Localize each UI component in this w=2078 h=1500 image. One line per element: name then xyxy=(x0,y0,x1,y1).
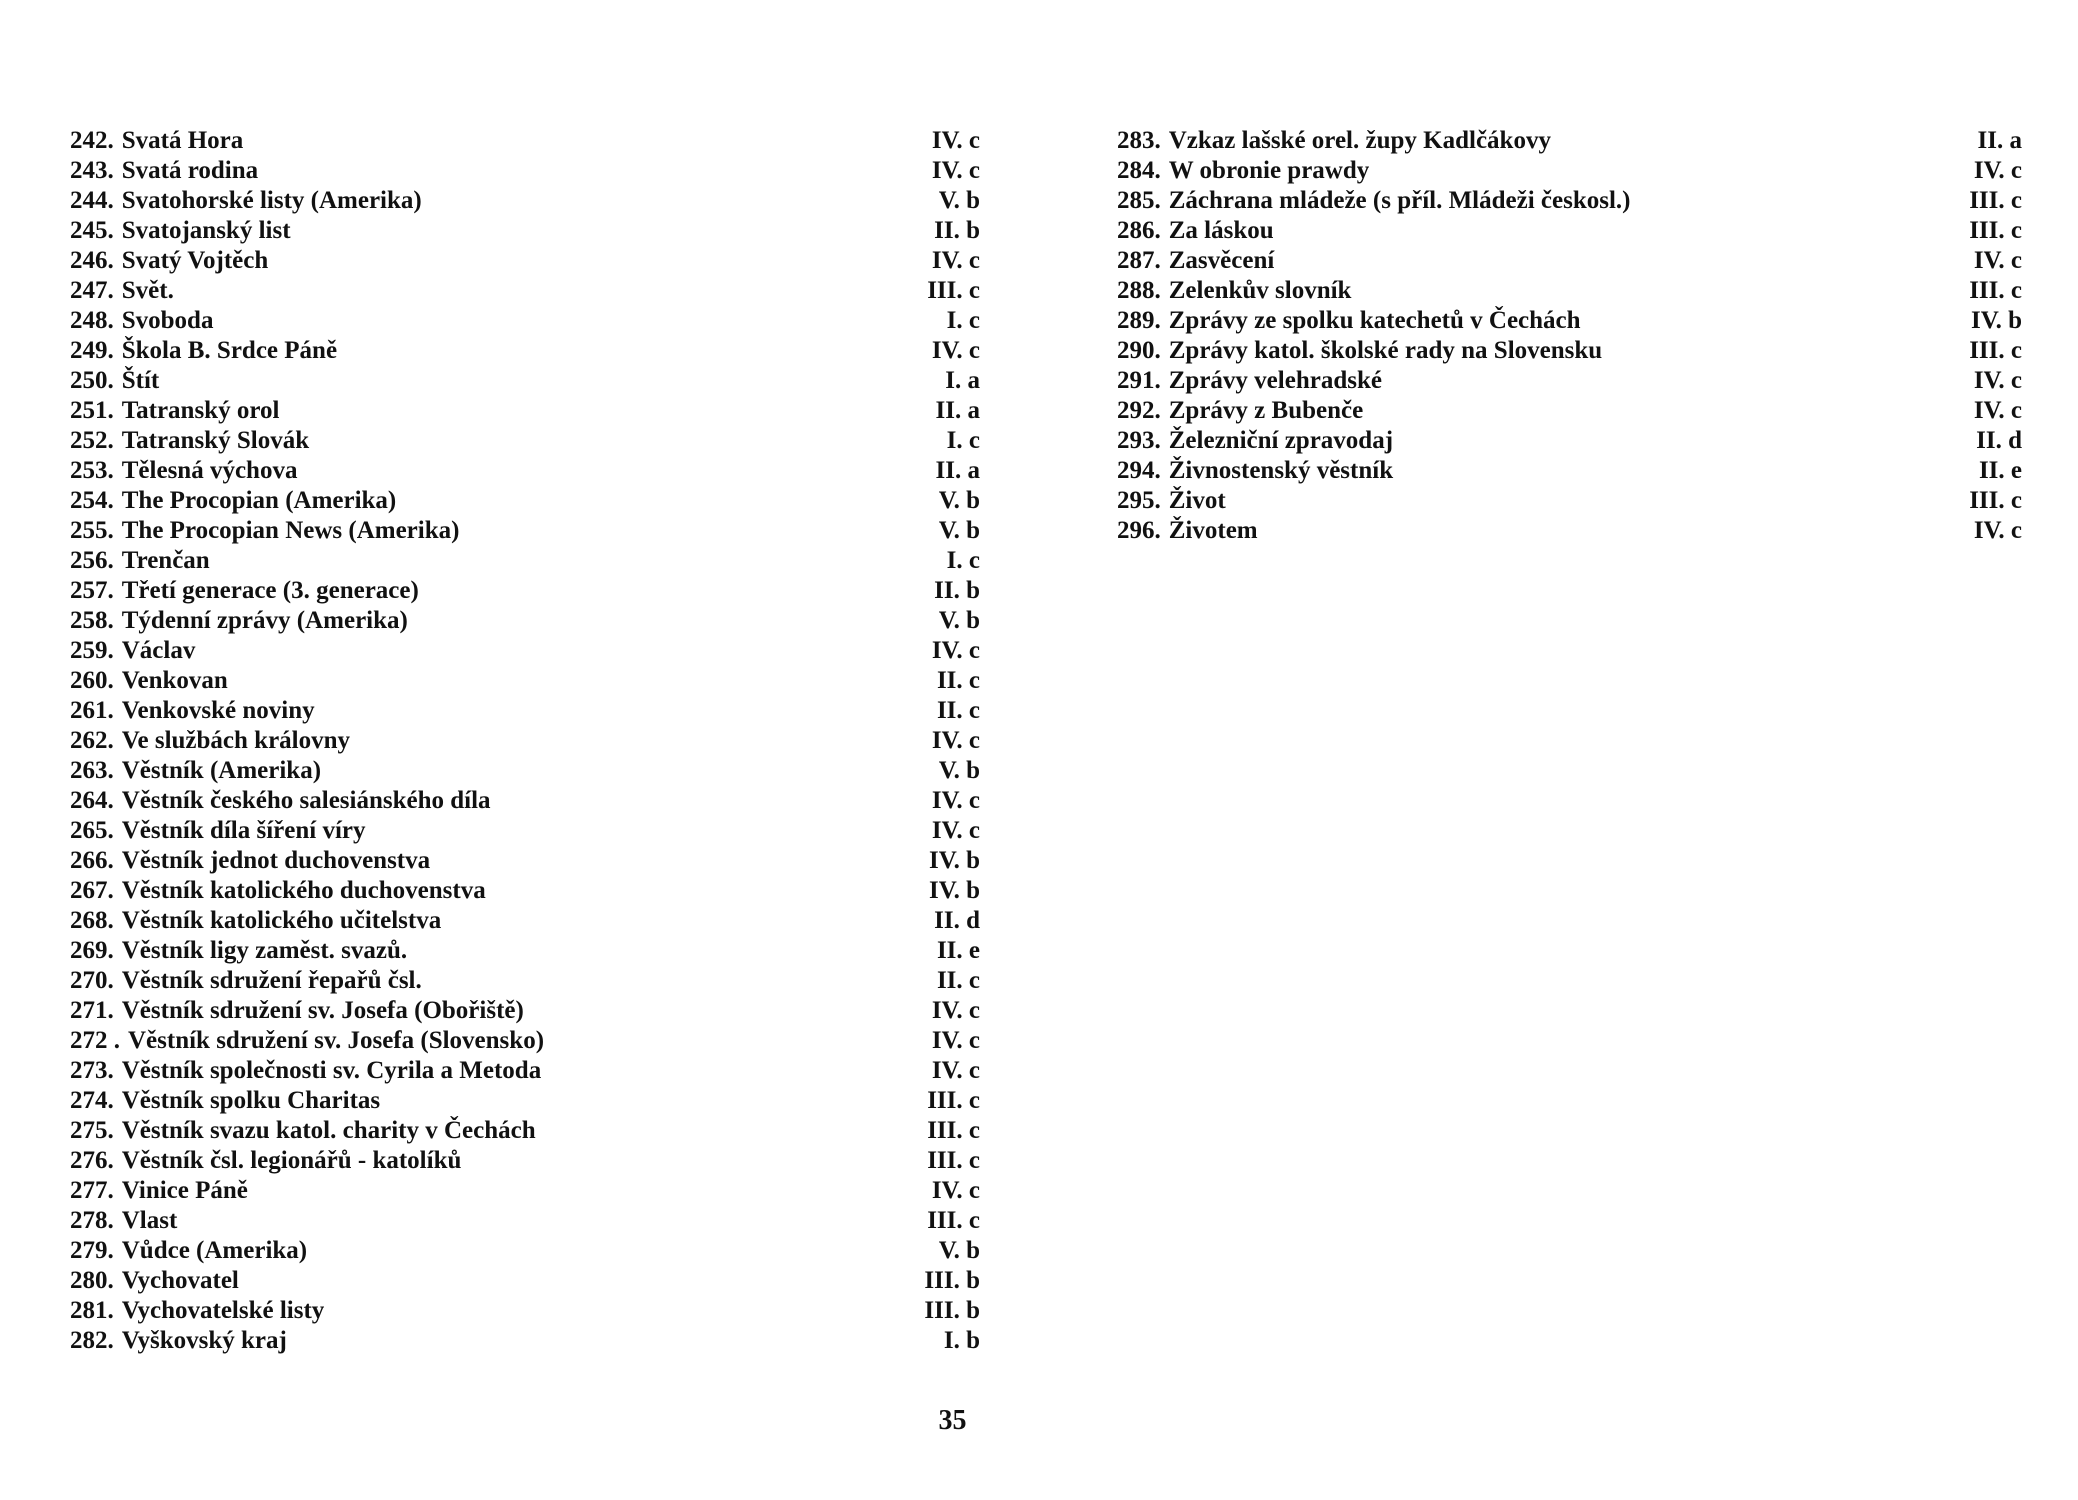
entry-title: Tatranský orol xyxy=(121,397,280,424)
entry-number: 246. xyxy=(70,247,114,274)
entry-title: Věstník katolického duchovenstva xyxy=(121,877,486,904)
list-item xyxy=(70,726,980,756)
list-item xyxy=(70,1236,980,1266)
entry-number: 295. xyxy=(1117,487,1161,514)
entry-number: 284. xyxy=(1117,157,1161,184)
entry-category: II. b xyxy=(934,217,980,244)
entry-category: II. a xyxy=(935,457,980,484)
list-item xyxy=(1117,396,2022,426)
entry-title: Věstník českého salesiánského díla xyxy=(121,787,491,814)
entry-number: 293. xyxy=(1117,427,1161,454)
entry-category: V. b xyxy=(938,607,980,634)
list-item xyxy=(70,306,980,336)
entry-category: III. c xyxy=(927,1087,980,1114)
list-item xyxy=(70,1086,980,1116)
entry-number: 262. xyxy=(70,727,114,754)
list-item xyxy=(1117,516,2022,546)
entry-category: III. c xyxy=(927,1147,980,1174)
list-item xyxy=(70,1206,980,1236)
list-item xyxy=(1117,276,2022,306)
entry-title: Trenčan xyxy=(121,547,210,574)
entry-title: Zprávy z Bubenče xyxy=(1168,397,1364,424)
list-item xyxy=(1117,456,2022,486)
list-item xyxy=(70,606,980,636)
list-item xyxy=(70,636,980,666)
list-item xyxy=(70,246,980,276)
list-item xyxy=(70,336,980,366)
list-item xyxy=(70,1296,980,1326)
list-item xyxy=(70,396,980,426)
list-item xyxy=(1117,246,2022,276)
list-item xyxy=(70,936,980,966)
entry-category: IV. c xyxy=(1973,367,2022,394)
entry-title: Václav xyxy=(121,637,196,664)
entry-title: Věstník společnosti sv. Cyrila a Metoda xyxy=(121,1057,542,1084)
entry-title: Věstník čsl. legionářů - katolíků xyxy=(121,1147,462,1174)
entry-number: 247. xyxy=(70,277,114,304)
list-item xyxy=(70,516,980,546)
entry-title: Svatohorské listy (Amerika) xyxy=(121,187,422,214)
entry-title: Vychovatelské listy xyxy=(121,1297,325,1324)
entry-title: Vychovatel xyxy=(121,1267,239,1294)
list-item xyxy=(70,996,980,1026)
entry-title: Věstník svazu katol. charity v Čechách xyxy=(121,1117,536,1144)
entry-number: 258. xyxy=(70,607,114,634)
entry-number: 263. xyxy=(70,757,114,784)
entry-category: II. d xyxy=(1976,427,2022,454)
entry-category: V. b xyxy=(938,487,980,514)
list-item xyxy=(70,576,980,606)
entry-title: Věstník sdružení sv. Josefa (Obořiště) xyxy=(121,997,524,1024)
list-item xyxy=(70,1146,980,1176)
entry-title: Zasvěcení xyxy=(1168,247,1275,274)
entry-number: 296. xyxy=(1117,517,1161,544)
entry-title: Železniční zpravodaj xyxy=(1168,427,1394,454)
entry-category: I. c xyxy=(946,307,980,334)
entry-title: Za láskou xyxy=(1168,217,1274,244)
entry-category: IV. c xyxy=(1973,397,2022,424)
entry-title: Svatojanský list xyxy=(121,217,291,244)
entry-category: III. c xyxy=(927,277,980,304)
entry-title: Tělesná výchova xyxy=(121,457,298,484)
list-item xyxy=(1117,186,2022,216)
entry-category: III. c xyxy=(927,1117,980,1144)
entry-category: III. c xyxy=(1969,187,2022,214)
entry-title: Vůdce (Amerika) xyxy=(121,1237,308,1264)
entry-category: I. b xyxy=(943,1327,980,1354)
list-item xyxy=(70,1266,980,1296)
entry-number: 249. xyxy=(70,337,114,364)
entry-title: Týdenní zprávy (Amerika) xyxy=(121,607,408,634)
list-item xyxy=(70,876,980,906)
right-column xyxy=(1117,126,2022,546)
list-item xyxy=(70,486,980,516)
list-item xyxy=(70,186,980,216)
entry-title: Svět. xyxy=(121,277,174,304)
entry-title: Vyškovský kraj xyxy=(121,1327,287,1354)
entry-title: Živnostenský věstník xyxy=(1168,457,1394,484)
entry-title: Vzkaz lašské orel. župy Kadlčákovy xyxy=(1168,127,1551,154)
entry-category: IV. c xyxy=(931,817,980,844)
entry-title: Zelenkův slovník xyxy=(1168,277,1352,304)
entry-title: Svoboda xyxy=(121,307,214,334)
entry-number: 271. xyxy=(70,997,114,1024)
entry-category: III. c xyxy=(1969,277,2022,304)
entry-title: The Procopian (Amerika) xyxy=(121,487,397,514)
list-item xyxy=(70,156,980,186)
entry-title: Zprávy velehradské xyxy=(1168,367,1382,394)
list-item xyxy=(1117,156,2022,186)
entry-number: 251. xyxy=(70,397,114,424)
entry-category: II. c xyxy=(936,967,980,994)
entry-number: 288. xyxy=(1117,277,1161,304)
entry-number: 277. xyxy=(70,1177,114,1204)
list-item xyxy=(70,1026,980,1056)
entry-category: I. c xyxy=(946,547,980,574)
list-item xyxy=(70,216,980,246)
entry-category: II. a xyxy=(1977,127,2022,154)
entry-number: 286. xyxy=(1117,217,1161,244)
entry-category: III. c xyxy=(1969,337,2022,364)
entry-category: IV. b xyxy=(929,847,980,874)
entry-category: V. b xyxy=(938,1237,980,1264)
entry-number: 279. xyxy=(70,1237,114,1264)
list-item xyxy=(1117,216,2022,246)
entry-category: III. b xyxy=(924,1297,980,1324)
entry-category: IV. c xyxy=(1973,247,2022,274)
entry-category: IV. c xyxy=(931,1027,980,1054)
entry-title: Ve službách královny xyxy=(121,727,351,754)
entry-category: II. e xyxy=(936,937,980,964)
list-item xyxy=(70,756,980,786)
list-item xyxy=(70,966,980,996)
entry-number: 273. xyxy=(70,1057,114,1084)
entry-category: IV. c xyxy=(931,127,980,154)
entry-number: 276. xyxy=(70,1147,114,1174)
entry-category: II. b xyxy=(934,577,980,604)
left-column xyxy=(70,126,980,1356)
list-item xyxy=(70,426,980,456)
entry-number: 265. xyxy=(70,817,114,844)
list-item xyxy=(70,846,980,876)
entry-category: IV. c xyxy=(1973,517,2022,544)
entry-number: 292. xyxy=(1117,397,1161,424)
entry-category: II. a xyxy=(935,397,980,424)
entry-number: 275. xyxy=(70,1117,114,1144)
entry-number: 270. xyxy=(70,967,114,994)
entry-number: 248. xyxy=(70,307,114,334)
list-item xyxy=(70,696,980,726)
entry-number: 269. xyxy=(70,937,114,964)
entry-category: V. b xyxy=(938,517,980,544)
entry-number: 268. xyxy=(70,907,114,934)
entry-title: Štít xyxy=(121,367,160,394)
entry-number: 243. xyxy=(70,157,114,184)
entry-number: 252. xyxy=(70,427,114,454)
entry-title: Věstník díla šíření víry xyxy=(121,817,366,844)
entry-category: I. c xyxy=(946,427,980,454)
entry-category: IV. c xyxy=(931,997,980,1024)
entry-category: III. c xyxy=(1969,217,2022,244)
list-item xyxy=(70,1056,980,1086)
entry-category: I. a xyxy=(945,367,980,394)
entry-number: 278. xyxy=(70,1207,114,1234)
list-item xyxy=(70,456,980,486)
entry-category: IV. c xyxy=(931,727,980,754)
entry-number: 294. xyxy=(1117,457,1161,484)
entry-number: 255. xyxy=(70,517,114,544)
entry-number: 256. xyxy=(70,547,114,574)
list-item xyxy=(70,1176,980,1206)
entry-title: Venkovan xyxy=(121,667,228,694)
entry-category: IV. c xyxy=(931,1057,980,1084)
entry-number: 272 . xyxy=(70,1027,120,1054)
list-item xyxy=(1117,426,2022,456)
list-item xyxy=(1117,336,2022,366)
list-item xyxy=(70,276,980,306)
entry-title: Škola B. Srdce Páně xyxy=(121,337,338,364)
entry-title: Tatranský Slovák xyxy=(121,427,310,454)
entry-number: 282. xyxy=(70,1327,114,1354)
list-item xyxy=(70,906,980,936)
entry-category: II. c xyxy=(936,697,980,724)
list-item xyxy=(1117,366,2022,396)
entry-title: Záchrana mládeže (s příl. Mládeži českosl.) xyxy=(1168,187,1631,214)
list-item xyxy=(1117,126,2022,156)
entry-title: Vlast xyxy=(121,1207,178,1234)
entry-number: 266. xyxy=(70,847,114,874)
entry-category: III. b xyxy=(924,1267,980,1294)
entry-category: V. b xyxy=(938,757,980,784)
entry-number: 287. xyxy=(1117,247,1161,274)
list-item xyxy=(70,546,980,576)
entry-category: II. c xyxy=(936,667,980,694)
entry-title: Věstník spolku Charitas xyxy=(121,1087,381,1114)
entry-category: V. b xyxy=(938,187,980,214)
entry-category: IV. c xyxy=(931,337,980,364)
entry-number: 274. xyxy=(70,1087,114,1114)
entry-category: II. d xyxy=(934,907,980,934)
entry-title: Věstník sdružení řepařů čsl. xyxy=(121,967,422,994)
entry-category: III. c xyxy=(927,1207,980,1234)
list-item xyxy=(1117,486,2022,516)
entry-number: 245. xyxy=(70,217,114,244)
entry-title: Svatá Hora xyxy=(121,127,244,154)
entry-category: IV. b xyxy=(929,877,980,904)
entry-category: II. e xyxy=(1978,457,2022,484)
list-item xyxy=(70,366,980,396)
entry-number: 285. xyxy=(1117,187,1161,214)
entry-number: 244. xyxy=(70,187,114,214)
list-item xyxy=(70,1116,980,1146)
entry-number: 253. xyxy=(70,457,114,484)
entry-number: 242. xyxy=(70,127,114,154)
list-item xyxy=(70,816,980,846)
entry-category: IV. c xyxy=(1973,157,2022,184)
entry-number: 264. xyxy=(70,787,114,814)
list-item xyxy=(70,666,980,696)
entry-title: Věstník jednot duchovenstva xyxy=(121,847,431,874)
entry-title: Zprávy ze spolku katechetů v Čechách xyxy=(1168,307,1581,334)
entry-category: IV. c xyxy=(931,157,980,184)
entry-category: IV. c xyxy=(931,637,980,664)
entry-number: 250. xyxy=(70,367,114,394)
entry-number: 261. xyxy=(70,697,114,724)
entry-title: Život xyxy=(1168,487,1226,514)
entry-category: IV. c xyxy=(931,787,980,814)
entry-title: Vinice Páně xyxy=(121,1177,248,1204)
list-item xyxy=(1117,306,2022,336)
entry-number: 257. xyxy=(70,577,114,604)
entry-title: Svatý Vojtěch xyxy=(121,247,269,274)
entry-number: 283. xyxy=(1117,127,1161,154)
entry-title: W obronie prawdy xyxy=(1168,157,1370,184)
entry-title: The Procopian News (Amerika) xyxy=(121,517,460,544)
entry-title: Věstník ligy zaměst. svazů. xyxy=(121,937,408,964)
entry-category: IV. b xyxy=(1971,307,2022,334)
page-number: 35 xyxy=(938,1405,967,1436)
entry-number: 290. xyxy=(1117,337,1161,364)
list-item xyxy=(70,126,980,156)
entry-title: Zprávy katol. školské rady na Slovensku xyxy=(1168,337,1603,364)
entry-number: 259. xyxy=(70,637,114,664)
list-item xyxy=(70,1326,980,1356)
entry-number: 260. xyxy=(70,667,114,694)
entry-title: Věstník sdružení sv. Josefa (Slovensko) xyxy=(128,1027,545,1054)
entry-title: Životem xyxy=(1168,517,1258,544)
entry-title: Venkovské noviny xyxy=(121,697,315,724)
entry-number: 289. xyxy=(1117,307,1161,334)
list-item xyxy=(70,786,980,816)
entry-number: 254. xyxy=(70,487,114,514)
entry-number: 280. xyxy=(70,1267,114,1294)
entry-category: IV. c xyxy=(931,247,980,274)
entry-title: Věstník (Amerika) xyxy=(121,757,322,784)
entry-title: Svatá rodina xyxy=(121,157,259,184)
entry-title: Věstník katolického učitelstva xyxy=(121,907,442,934)
entry-number: 281. xyxy=(70,1297,114,1324)
entry-category: IV. c xyxy=(931,1177,980,1204)
entry-number: 291. xyxy=(1117,367,1161,394)
entry-category: III. c xyxy=(1969,487,2022,514)
entry-title: Třetí generace (3. generace) xyxy=(121,577,419,604)
entry-number: 267. xyxy=(70,877,114,904)
